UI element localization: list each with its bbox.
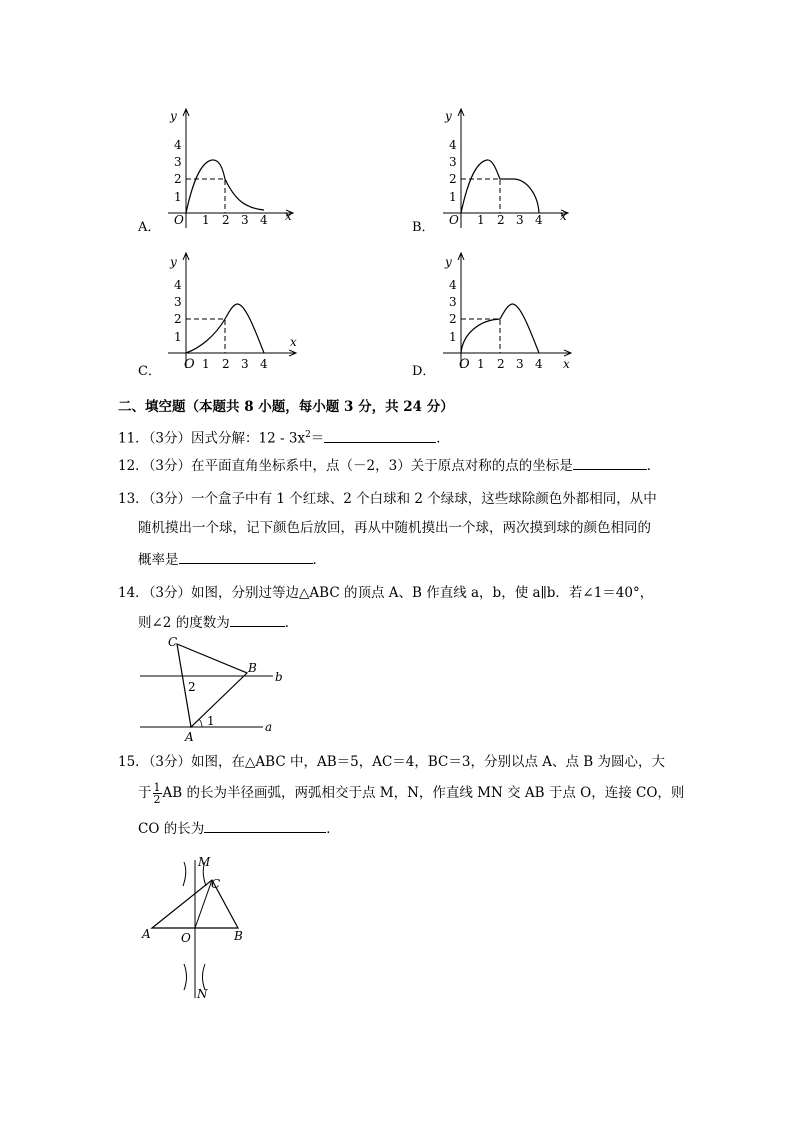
point-a: A [142,927,151,941]
y-tick: 1 [449,330,457,344]
answer-blank[interactable] [324,428,436,443]
angle-1-label: 1 [207,714,215,728]
angle-1-arc [199,719,202,727]
question-text: 一个盒子中有 1 个红球、2 个白球和 2 个绿球，这些球除颜色外都相同，从中 [191,491,657,507]
question-15-line3 [138,818,340,839]
x-tick: 2 [497,357,505,371]
y-tick: 3 [449,155,457,169]
y-tick: 3 [449,295,457,309]
x-tick: 1 [477,357,485,371]
x-tick: 3 [516,213,524,227]
graph-d [405,248,585,378]
question-score: （3分） [148,754,192,770]
question-score: （3分） [148,430,192,447]
origin-label: O [174,213,184,227]
question-text: 于 [138,785,152,801]
period: ． [436,430,450,447]
section-title: 二、填空题（本题共 8 小题，每小题 3 分，共 24 分） [118,399,454,415]
option-label: A． [138,220,161,235]
question-12 [118,455,660,476]
question-score: （3分） [148,458,192,474]
x-tick: 1 [477,213,485,227]
x-tick: 2 [222,357,230,371]
y-tick: 2 [449,172,457,186]
answer-blank[interactable] [230,612,285,627]
dashed-guide [186,319,225,353]
question-15-line2 [138,782,684,805]
point-c: C [211,877,221,891]
x-label: x [290,335,297,349]
y-tick: 4 [449,278,457,292]
question-13 [118,489,657,509]
y-tick: 1 [174,190,182,204]
question-13-line2: 随机摸出一个球，记下颜色后放回，再从中随机摸出一个球，两次摸到球的颜色相同的 [138,520,651,536]
question-text: 如图，在△ABC 中，AB＝5，AC＝4，BC＝3，分别以点 A、点 B 为圆心，大 [191,754,666,770]
question-text: 则∠2 的度数为 [138,615,230,631]
point-n: N [197,987,208,1001]
question-number: 15． [118,754,149,770]
graph-a [130,100,310,235]
y-tick: 1 [174,330,182,344]
question-score: （3分） [148,491,192,507]
period: ． [326,821,340,837]
angle-2-label: 2 [188,680,196,694]
equals: ＝ [310,430,325,447]
fraction-half [153,782,162,805]
figure-14 [130,630,290,742]
question-number: 13． [118,491,149,507]
fraction-denominator: 2 [153,793,161,806]
y-label: y [445,255,452,269]
graph-c [130,248,310,378]
option-label: D． [412,364,436,379]
answer-blank[interactable] [179,549,313,564]
x-tick: 1 [202,213,210,227]
y-tick: 3 [174,155,182,169]
arc-n-left [184,964,187,990]
y-tick: 2 [174,312,182,326]
period: ． [646,458,661,474]
option-label: C． [138,364,161,379]
y-label: y [170,255,177,269]
x-tick: 3 [241,357,249,371]
question-number: 11． [118,430,149,447]
question-11 [118,425,450,449]
line-label-a: a [265,720,273,734]
y-tick: 2 [174,172,182,186]
question-text: 在平面直角坐标系中，点（－2，3）关于原点对称的点的坐标是 [191,458,573,474]
period: ． [284,615,299,631]
dashed-guide [186,179,225,213]
vertex-a: A [185,730,194,742]
vertex-b: B [248,661,257,675]
x-tick: 4 [260,213,268,227]
question-text: 因式分解：12 - 3x [191,430,306,447]
x-tick: 4 [535,357,543,371]
x-tick: 4 [260,357,268,371]
graph-b [405,100,585,235]
origin-label: O [449,213,459,227]
question-number: 12． [118,458,149,474]
line-label-b: b [275,670,283,684]
question-text: CO 的长为 [138,821,205,837]
x-tick: 2 [222,213,230,227]
question-14 [118,583,653,603]
y-tick: 4 [449,138,457,152]
x-label: x [563,357,570,371]
x-tick: 4 [535,213,543,227]
dashed-guide [461,179,500,213]
x-tick: 3 [241,213,249,227]
y-tick: 2 [449,312,457,326]
y-label: y [445,109,452,123]
point-m: M [198,855,211,869]
x-tick: 3 [516,357,524,371]
point-b: B [234,929,243,943]
x-tick: 2 [497,213,505,227]
origin-label: O [184,357,195,372]
question-number: 14． [118,585,149,601]
y-label: y [170,109,177,123]
origin-label: O [459,357,470,372]
y-tick: 1 [449,190,457,204]
question-text: 如图，分别过等边△ABC 的顶点 A、B 作直线 a，b，使 a∥b．若∠1＝40°， [191,585,654,601]
x-label: x [560,209,567,223]
x-tick: 1 [202,357,210,371]
exponent: 2 [305,430,311,440]
point-o: O [181,931,191,945]
question-text: AB 的长为半径画弧，两弧相交于点 M，N，作直线 MN 交 AB 于点 O，连接 CO，则 [162,785,685,801]
answer-blank[interactable] [204,818,326,833]
question-score: （3分） [148,585,192,601]
vertex-c: C [168,635,178,649]
answer-blank[interactable] [573,455,647,470]
question-13-line3 [138,549,326,570]
y-tick: 3 [174,295,182,309]
fraction-numerator: 1 [153,781,161,794]
question-15 [118,752,665,772]
arc-m-left [183,862,186,886]
y-tick: 4 [174,138,182,152]
question-text: 概率是 [138,552,179,568]
x-label: x [285,209,292,223]
period: ． [312,552,326,568]
option-label: B． [412,220,435,235]
figure-15 [138,852,258,1004]
y-tick: 4 [174,278,182,292]
